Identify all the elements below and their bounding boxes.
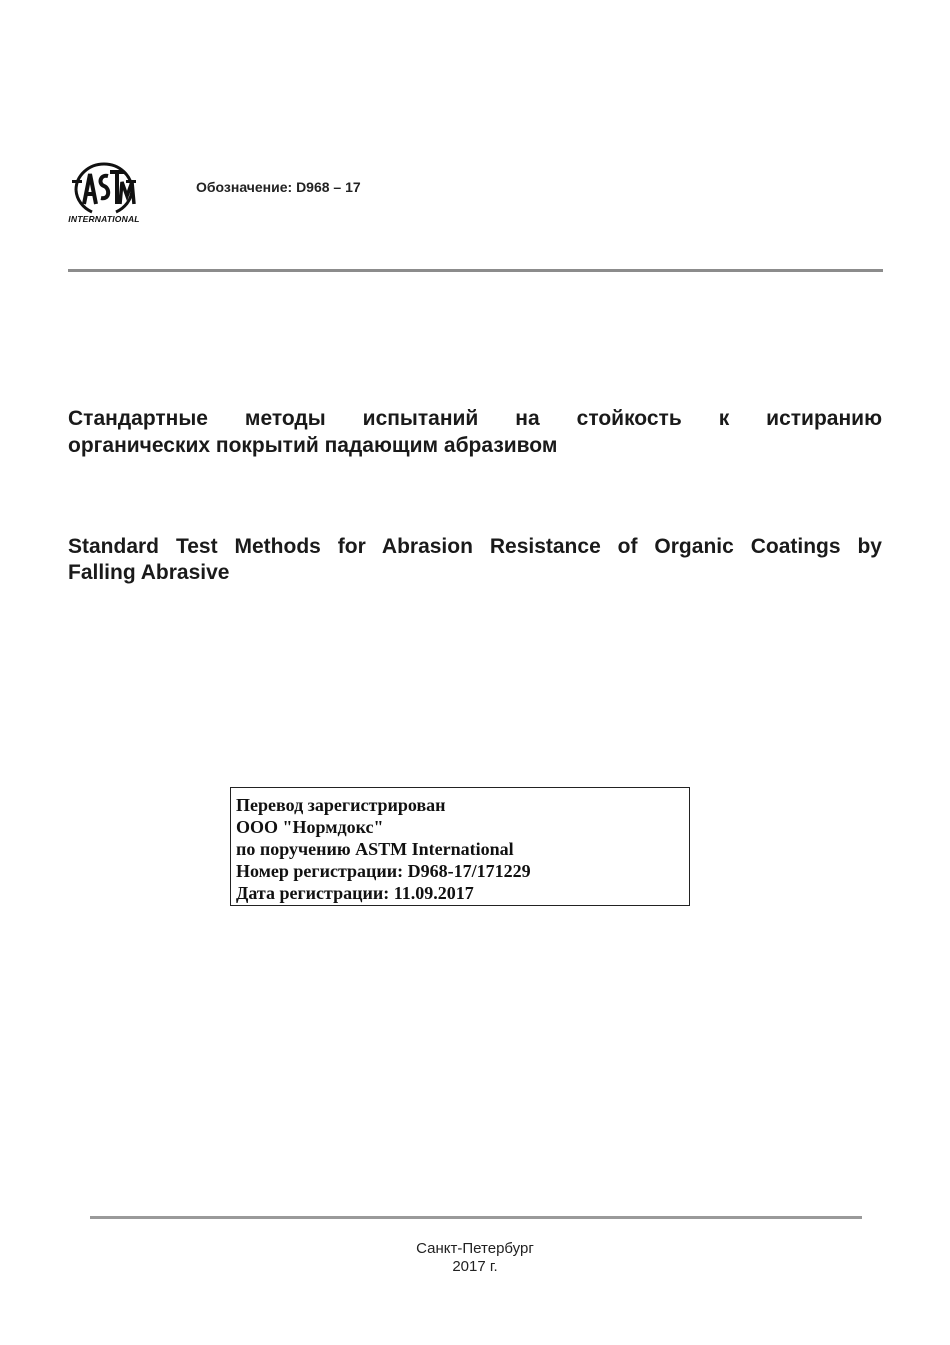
astm-logo-icon	[66, 160, 142, 216]
title-english	[68, 534, 882, 586]
document-designation: Обозначение: D968 – 17	[196, 179, 361, 195]
title-russian-line-1: Стандартные методы испытаний на стойкость к истиранию	[68, 407, 882, 430]
title-english-line-1: Standard Test Methods for Abrasion Resistance of Organic Coatings by	[68, 535, 882, 558]
registration-line: Перевод зарегистрирован	[236, 795, 446, 815]
footer-divider	[90, 1216, 862, 1219]
footer	[0, 1240, 950, 1276]
registration-line: ООО "Нормдокс"	[236, 817, 384, 837]
registration-number: Номер регистрации: D968-17/171229	[236, 861, 531, 881]
logo-wordmark: INTERNATIONAL	[68, 214, 140, 224]
footer-year: 2017 г.	[452, 1258, 498, 1275]
registration-box	[230, 787, 690, 906]
astm-logo	[66, 160, 142, 226]
footer-city: Санкт-Петербург	[416, 1240, 534, 1257]
registration-line: по поручению ASTM International	[236, 839, 514, 859]
registration-date: Дата регистрации: 11.09.2017	[236, 883, 474, 903]
header-divider	[68, 269, 883, 272]
title-russian	[68, 405, 882, 459]
title-english-line-2: Falling Abrasive	[68, 561, 230, 584]
title-russian-line-2: органических покрытий падающим абразивом	[68, 434, 558, 457]
